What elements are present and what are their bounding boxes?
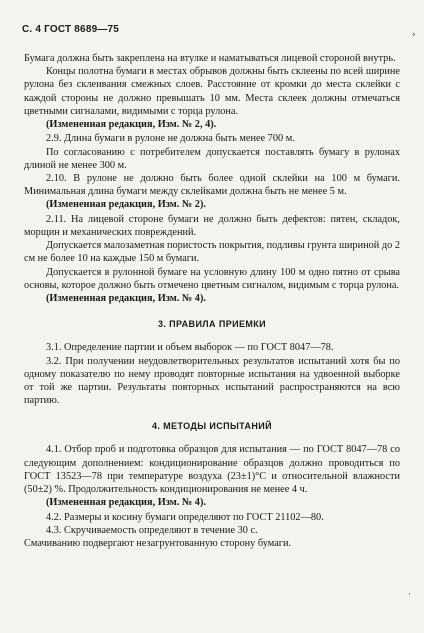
paragraph: 3.2. При получении неудовлетворительных результатов испытаний хотя бы по одному показателю по нему проводят повторные испытания на удвоенной выборке от той же партии. Результаты повторных испытаний распространяются на всю партию. (24, 355, 400, 407)
paragraph: 4.1. Отбор проб и подготовка образцов для испытания — по ГОСТ 8047—78 со следующим дополнением: кондиционирование образцов должно проводиться по ГОСТ 13523—78 при температуре воздуха (23±1)°С и относительной влажности (50±2) %. Продолжительность кондиционирования не менее 4 ч. (24, 444, 400, 496)
paragraph: 4.2. Размеры и косину бумаги определяют по ГОСТ 21102—80. (46, 511, 324, 523)
amendment-note: (Измененная редакция, Изм. № 2). (46, 199, 206, 211)
paragraph: 4.3. Скручиваемость определяют в течение 30 с. (46, 524, 258, 536)
scan-mark: · (408, 590, 411, 600)
paragraph: Смачиванию подвергают незагрунтованную сторону бумаги. (24, 538, 292, 550)
document-body (24, 52, 400, 550)
paragraph: По согласованию с потребителем допускается поставлять бумагу в рулонах длиной не менее 300 м. (24, 146, 400, 171)
section-heading: 4. МЕТОДЫ ИСПЫТАНИЙ (151, 421, 273, 432)
paragraph: 2.9. Длина бумаги в рулоне не должна быть менее 700 м. (46, 133, 295, 145)
scan-mark: › (412, 30, 416, 40)
paragraph: Допускается малозаметная пористость покрытия, подливы грунта шириной до 2 см не более 10 на каждые 150 м бумаги. (24, 240, 400, 265)
amendment-note: (Измененная редакция, Изм. № 4). (46, 497, 206, 509)
paragraph: 2.10. В рулоне не должно быть более одной склейки на 100 м бумаги. Минимальная длина бумаги между склейками должна быть не менее 5 м. (24, 173, 400, 198)
amendment-note: (Измененная редакция, Изм. № 2, 4). (46, 119, 217, 131)
amendment-note: (Измененная редакция, Изм. № 4). (46, 293, 206, 305)
paragraph: Бумага должна быть закреплена на втулке и наматываться лицевой стороной внутрь. (24, 53, 396, 64)
page-header: С. 4 ГОСТ 8689—75 (22, 24, 120, 35)
paragraph: Допускается в рулонной бумаге на условную длину 100 м одно пятно от срыва основы, которое должно быть отмечено цветным сигналом, видимым с торца рулона. (24, 266, 400, 291)
paragraph: 2.11. На лицевой стороне бумаги не должно быть дефектов: пятен, складок, морщин и механических повреждений. (24, 213, 400, 239)
paragraph: Концы полотна бумаги в местах обрывов должны быть склеены по всей ширине рулона без склеивания смежных слоев. Расстояние от кромки до места склейки с каждой стороны не должно превышать 10 мм. Места склеек должны отмечаться цветными сигналами, видимыми с торца рулона. (24, 66, 400, 117)
paragraph: 3.1. Определение партии и объем выборок — по ГОСТ 8047—78. (46, 342, 334, 354)
section-heading: 3. ПРАВИЛА ПРИЕМКИ (157, 319, 267, 330)
